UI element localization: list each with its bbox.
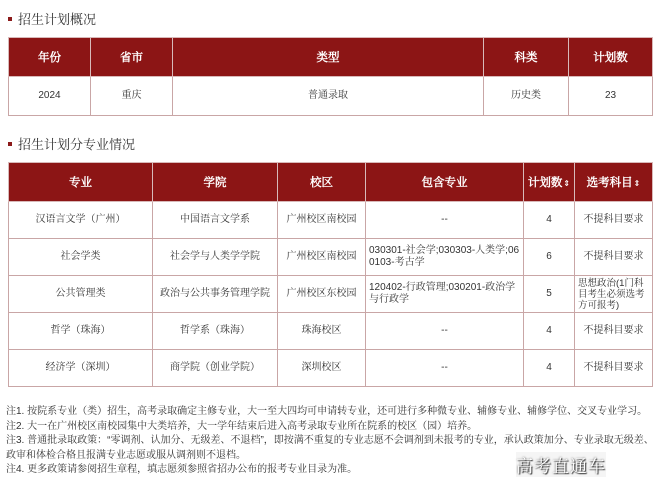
cell-campus: 广州校区东校园 [278,276,366,313]
note-4: 注4. 更多政策请参阅招生章程，填志愿须参照省招办公布的报考专业目录为准。 [6,464,358,475]
cell-type: 普通录取 [173,77,484,116]
cell-college: 商学院（创业学院） [153,350,278,387]
cell-campus: 广州校区南校园 [278,202,366,239]
section-overview-title [8,9,96,28]
cell-major: 经济学（深圳） [9,350,153,387]
cell-campus: 珠海校区 [278,313,366,350]
cell-subjects: 不提科目要求 [575,350,653,387]
cell-college: 中国语言文学系 [153,202,278,239]
table-row [9,239,653,276]
header-major: 专业 [9,163,153,202]
note-2: 注2. 大一在广州校区南校园集中大类培养，大一学年结束后进入高考录取专业所在院系的校区（园）培养。 [6,420,478,432]
header-plan-label: 计划数 [527,177,563,189]
cell-includes: -- [366,350,524,387]
cell-includes: -- [366,313,524,350]
cell-major: 社会学类 [9,239,153,276]
header-type: 类型 [173,38,484,77]
table-row [9,77,653,116]
bullet-square-icon [8,142,12,146]
cell-college: 社会学与人类学学院 [153,239,278,276]
overview-header-row [9,38,653,77]
cell-subjects: 不提科目要求 [575,239,653,276]
majors-header-row [9,163,653,202]
cell-plan-count: 23 [569,77,653,116]
cell-major: 哲学（珠海） [9,313,153,350]
table-row [9,202,653,239]
cell-major: 公共管理类 [9,276,153,313]
section-majors-title [8,134,135,153]
cell-includes: -- [366,202,524,239]
sort-icon[interactable]: ⇕ [563,179,571,188]
header-province: 省市 [91,38,173,77]
table-row [9,276,653,313]
cell-plan: 4 [524,313,575,350]
cell-province: 重庆 [91,77,173,116]
cell-subjects: 思想政治(1门科目考生必须选考方可报考) [575,276,653,313]
header-includes: 包含专业 [366,163,524,202]
cell-category: 历史类 [484,77,569,116]
table-row [9,350,653,387]
header-subjects-label: 选考科目 [586,177,633,189]
cell-subjects: 不提科目要求 [575,202,653,239]
cell-plan: 4 [524,202,575,239]
cell-includes: 120402-行政管理;030201-政治学与行政学 [366,276,524,313]
cell-college: 哲学系（珠海） [153,313,278,350]
cell-plan: 6 [524,239,575,276]
cell-plan: 4 [524,350,575,387]
overview-table [8,37,653,116]
cell-campus: 广州校区南校园 [278,239,366,276]
table-row [9,313,653,350]
header-plan-count: 计划数 [569,38,653,77]
watermark: 高考直通车 [516,452,606,477]
cell-college: 政治与公共事务管理学院 [153,276,278,313]
note-1: 注1. 按院系专业（类）招生，高考录取确定主修专业，大一至大四均可申请转专业，还可进行多种微专业、辅修专业、辅修学位、交叉专业学习。 [6,406,648,417]
header-category: 科类 [484,38,569,77]
header-campus: 校区 [278,163,366,202]
header-year: 年份 [9,38,91,77]
sort-icon[interactable]: ⇕ [633,179,641,188]
header-plan-sortable[interactable] [524,163,575,202]
note-3: 注3. 普通批录取政策：“零调剂、认加分、无级差、不退档”，即按满不重复的专业志愿不会调剂到未报考的专业，承认政策加分、专业录取无级差、政审和体检合格且报满专业志愿或服从调剂则不退档。 [6,435,654,461]
cell-major: 汉语言文学（广州） [9,202,153,239]
section-overview-title-text: 招生计划概况 [18,12,97,27]
bullet-square-icon [8,17,12,21]
header-college: 学院 [153,163,278,202]
section-majors-title-text: 招生计划分专业情况 [18,137,136,152]
majors-table [8,162,653,387]
cell-campus: 深圳校区 [278,350,366,387]
header-subjects-sortable[interactable] [575,163,653,202]
cell-includes: 030301-社会学;030303-人类学;060103-考古学 [366,239,524,276]
cell-subjects: 不提科目要求 [575,313,653,350]
cell-year: 2024 [9,77,91,116]
cell-plan: 5 [524,276,575,313]
